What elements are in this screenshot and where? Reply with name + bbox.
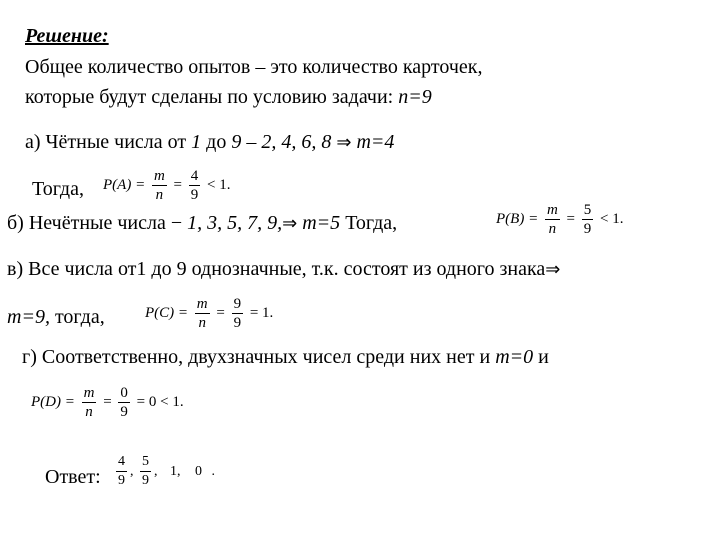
answer-sep-2: , xyxy=(154,463,158,479)
answer-label: Ответ: xyxy=(45,466,101,488)
formula-d-value-num: 0 xyxy=(120,385,128,401)
answer-fraction-2 xyxy=(140,453,151,490)
formula-c-value-den: 9 xyxy=(233,315,242,331)
formula-b-rel: < 1. xyxy=(600,211,624,227)
formula-d-m: m xyxy=(83,385,95,401)
intro-line-2 xyxy=(25,85,432,109)
formula-b-value-den: 9 xyxy=(583,221,592,237)
part-a-prefix: а) Чётные числа от xyxy=(25,131,192,153)
implies-arrow-icon: ⇒ xyxy=(545,259,561,280)
formula-d-value-den: 9 xyxy=(120,404,128,420)
formula-b-value xyxy=(582,201,594,238)
formula-b-m: m xyxy=(546,202,558,218)
part-c-line xyxy=(7,257,560,282)
part-b-prefix: б) Нечётные числа − xyxy=(7,212,188,234)
formula-a-mn xyxy=(152,167,167,204)
formula-c-rel: = 1. xyxy=(249,305,274,321)
formula-d-lhs: P(D) = xyxy=(31,394,75,410)
intro-line-1: Общее количество опытов – это количество карточек, xyxy=(25,56,483,78)
part-c-m: m=9, xyxy=(7,306,50,328)
answer-value-3: 1, xyxy=(170,463,181,479)
implies-arrow-icon: ⇒ xyxy=(282,213,298,234)
answer-fraction-1 xyxy=(116,453,127,490)
formula-b-value-num: 5 xyxy=(583,202,592,218)
formula-c-value-num: 9 xyxy=(233,296,242,312)
formula-c-value xyxy=(232,295,244,332)
formula-a-value-num: 4 xyxy=(190,168,199,184)
part-b-m: m=5 xyxy=(302,212,341,234)
formula-c-eq: = xyxy=(216,305,225,321)
formula-c-m: m xyxy=(196,296,208,312)
formula-b-eq: = xyxy=(566,211,575,227)
formula-a-value-den: 9 xyxy=(190,187,199,203)
answer-1-num: 4 xyxy=(116,453,127,472)
answer-values xyxy=(116,453,218,490)
formula-b-mn xyxy=(545,201,560,238)
part-d-m: m=0 xyxy=(495,346,534,368)
formula-a-n: n xyxy=(155,187,164,203)
solution-title: Решение: xyxy=(25,25,109,47)
formula-d-mn xyxy=(82,384,97,421)
part-c-text: в) Все числа от1 до 9 однозначные, т.к. состоят из одного знака xyxy=(7,258,546,280)
answer-2-den: 9 xyxy=(142,473,149,488)
formula-d-eq: = xyxy=(103,394,112,410)
formula-c-n: n xyxy=(198,315,206,331)
formula-c-lhs: P(C) = xyxy=(145,305,189,321)
answer-sep-1: , xyxy=(130,463,134,479)
answer-end: . xyxy=(211,463,215,479)
formula-a-eq: = xyxy=(173,177,182,193)
part-d-text-post: и xyxy=(533,346,549,368)
formula-c-mn xyxy=(195,295,210,332)
formula-d-n: n xyxy=(85,404,93,420)
formula-a-rel: < 1. xyxy=(207,177,231,193)
part-b-nums: 1, 3, 5, 7, 9, xyxy=(187,212,283,234)
part-b-then: Тогда, xyxy=(340,212,398,234)
part-a-from: 1 xyxy=(191,131,202,153)
part-a-line xyxy=(25,130,394,155)
formula-d-value xyxy=(118,384,130,421)
formula-d-rel: = 0 < 1. xyxy=(136,394,184,410)
answer-value-4: 0 xyxy=(195,463,202,479)
implies-arrow-icon: ⇒ xyxy=(336,132,352,153)
part-c-then-line xyxy=(7,305,105,329)
formula-a xyxy=(100,167,233,204)
formula-a-lhs: P(A) = xyxy=(103,177,146,193)
formula-b-n: n xyxy=(548,221,557,237)
part-a-to: 9 – 2, 4, 6, 8 xyxy=(231,131,332,153)
answer-1-den: 9 xyxy=(118,473,125,488)
formula-d xyxy=(28,384,187,421)
intro-line-2-text: которые будут сделаны по условию задачи: xyxy=(25,86,394,108)
n-equation: n=9 xyxy=(398,86,432,108)
part-a-m: m=4 xyxy=(356,131,395,153)
answer-2-num: 5 xyxy=(140,453,151,472)
part-c-then: тогда, xyxy=(49,306,105,328)
formula-b xyxy=(493,201,626,238)
part-d-text-pre: г) Соответственно, двухзначных чисел среди них нет и xyxy=(22,346,496,368)
formula-a-value xyxy=(189,167,201,204)
formula-b-lhs: P(B) = xyxy=(496,211,539,227)
formula-a-m: m xyxy=(153,168,165,184)
formula-c xyxy=(142,295,276,332)
part-b-line xyxy=(7,211,397,236)
part-d-line xyxy=(22,345,549,369)
part-a-then: Тогда, xyxy=(32,178,84,200)
part-a-mid: до xyxy=(201,131,232,153)
